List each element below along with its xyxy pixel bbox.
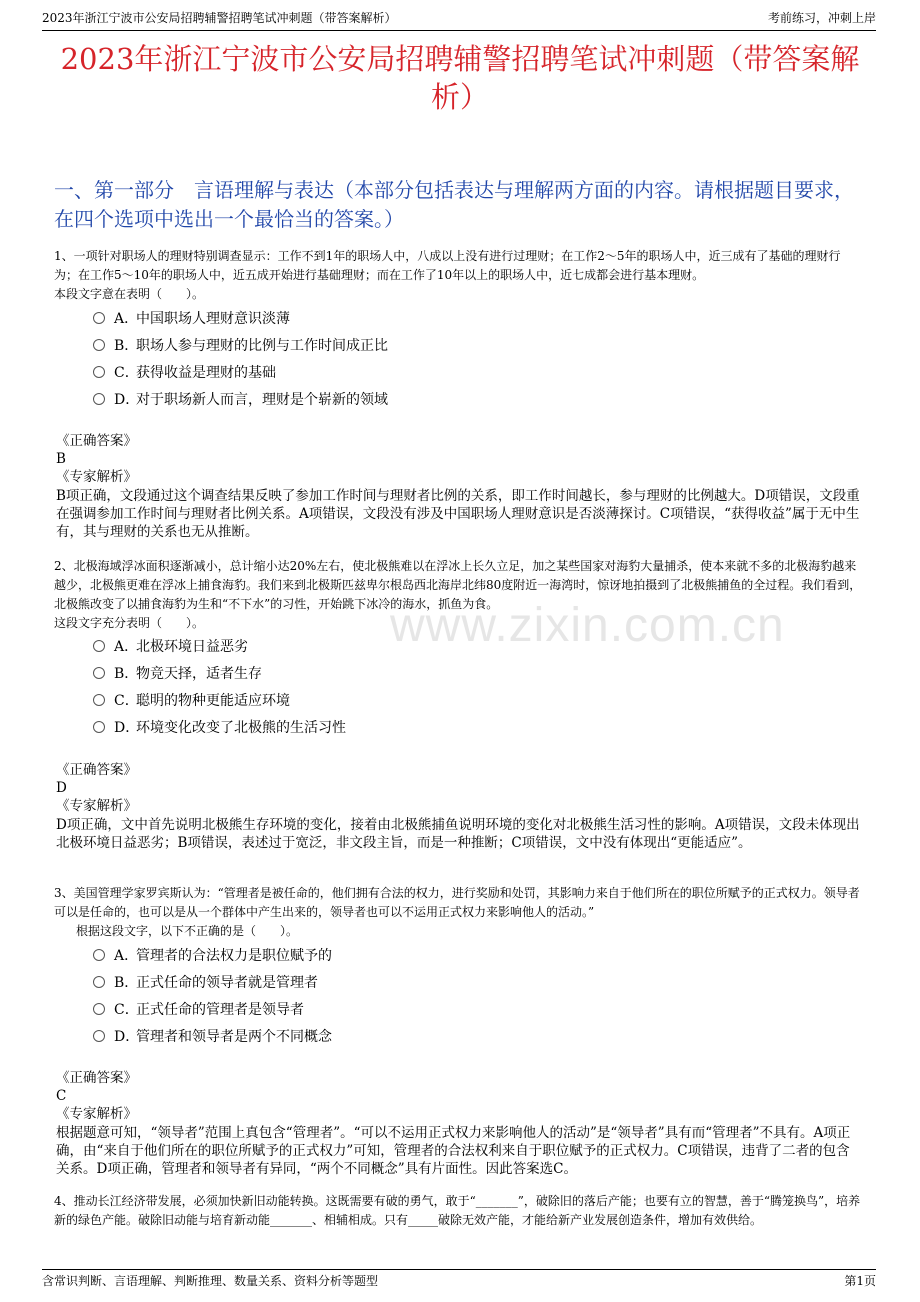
radio-icon[interactable] bbox=[93, 721, 105, 733]
radio-icon[interactable] bbox=[93, 1030, 105, 1042]
question-1-text: 1、一项针对职场人的理财特别调查显示：工作不到1年的职场人中，八成以上没有进行过理财；在工作2～5年的职场人中，近三成有了基础的理财行为；在工作5～10年的职场人中，近五成开始进行基础理财；而在工作了10年以上的职场人中，近七成都会进行基本理财。 bbox=[54, 249, 841, 282]
footer-description: 含常识判断、言语理解、判断推理、数量关系、资料分析等题型 bbox=[42, 1274, 379, 1288]
question-4 bbox=[54, 1192, 864, 1230]
question-3-stem: 根据这段文字，以下不正确的是（ ）。 bbox=[76, 924, 299, 938]
radio-icon[interactable] bbox=[93, 1003, 105, 1015]
question-2-option-b[interactable]: B． 物竞天择，适者生存 bbox=[93, 659, 693, 686]
question-2-option-c[interactable]: C． 聪明的物种更能适应环境 bbox=[93, 686, 693, 713]
question-1-options bbox=[93, 304, 693, 412]
question-3-option-b[interactable]: B． 正式任命的领导者就是管理者 bbox=[93, 968, 693, 995]
question-2 bbox=[54, 557, 864, 633]
question-1-option-c[interactable]: C． 获得收益是理财的基础 bbox=[93, 358, 693, 385]
question-3-option-c[interactable]: C． 正式任命的管理者是领导者 bbox=[93, 995, 693, 1022]
question-1-option-a[interactable]: A． 中国职场人理财意识淡薄 bbox=[93, 304, 693, 331]
header-document-title: 2023年浙江宁波市公安局招聘辅警招聘笔试冲刺题（带答案解析） bbox=[42, 11, 397, 25]
question-2-options bbox=[93, 632, 693, 740]
question-1-answer: 《正确答案》 B 《专家解析》 bbox=[56, 432, 862, 486]
question-3-option-d[interactable]: D． 管理者和领导者是两个不同概念 bbox=[93, 1022, 693, 1049]
question-1 bbox=[54, 247, 864, 304]
question-2-stem: 这段文字充分表明（ ）。 bbox=[54, 616, 205, 630]
question-3-text: 3、美国管理学家罗宾斯认为：“管理者是被任命的，他们拥有合法的权力，进行奖励和处罚，其影响力来自于他们所在的职位所赋予的正式权力。领导者可以是任命的，也可以是从一个群体中产生出来的，领导者也可以不运用正式权力来影响他人的活动。” bbox=[54, 886, 860, 919]
page-number: 第1页 bbox=[844, 1274, 876, 1288]
correct-answer: D bbox=[56, 780, 67, 796]
page-footer bbox=[42, 1269, 876, 1288]
question-2-answer: 《正确答案》 D 《专家解析》 bbox=[56, 761, 862, 815]
radio-icon[interactable] bbox=[93, 339, 105, 351]
radio-icon[interactable] bbox=[93, 312, 105, 324]
watermark: www.zixin.com.cn bbox=[390, 599, 785, 652]
question-3-explanation: 根据题意可知，“领导者”范围上真包含“管理者”。“可以不运用正式权力来影响他人的活动”是“领导者”具有而“管理者”不具有。A项正确，由“来自于他们所在的职位所赋予的正式权力”可知，管理者的合法权利来自于职位赋予的正式权力。C项错误，违背了二者的包含关系。D项正确，管理者和领导者有异同，“两个不同概念”具有片面性。因此答案选C。 bbox=[56, 1125, 851, 1177]
radio-icon[interactable] bbox=[93, 976, 105, 988]
section-heading: 一、第一部分 言语理解与表达（本部分包括表达与理解两方面的内容。请根据题目要求，在四个选项中选出一个最恰当的答案。） bbox=[54, 178, 854, 231]
radio-icon[interactable] bbox=[93, 366, 105, 378]
question-2-explanation: D项正确，文中首先说明北极熊生存环境的变化，接着由北极熊捕鱼说明环境的变化对北极熊生活习性的影响。A项错误，文段未体现出北极环境日益恶劣；B项错误，表述过于宽泛，非文段主旨，而是一种推断；C项错误，文中没有体现出“更能适应”。 bbox=[56, 817, 860, 851]
question-1-stem: 本段文字意在表明（ ）。 bbox=[54, 287, 205, 301]
correct-answer: B bbox=[56, 451, 66, 467]
question-1-explanation: B项正确，文段通过这个调查结果反映了参加工作时间与理财者比例的关系，即工作时间越长，参与理财的比例越大。D项错误，文段重在强调参加工作时间与理财者比例关系。A项错误，文段没有涉及中国职场人理财意识是否淡薄探讨。C项错误，“获得收益”属于无中生有，其与理财的关系也无从推断。 bbox=[56, 488, 860, 540]
page-header bbox=[42, 8, 876, 31]
question-3-answer: 《正确答案》 C 《专家解析》 bbox=[56, 1069, 862, 1123]
header-slogan: 考前练习，冲刺上岸 bbox=[767, 11, 876, 25]
question-3-options bbox=[93, 941, 693, 1049]
question-1-option-b[interactable]: B． 职场人参与理财的比例与工作时间成正比 bbox=[93, 331, 693, 358]
correct-answer: C bbox=[56, 1088, 67, 1104]
question-3 bbox=[54, 884, 864, 941]
question-2-option-a[interactable]: A． 北极环境日益恶劣 bbox=[93, 632, 693, 659]
radio-icon[interactable] bbox=[93, 694, 105, 706]
question-2-text: 2、北极海域浮冰面积逐渐减小，总计缩小达20%左右，使北极熊难以在浮冰上长久立足，加之某些国家对海豹大量捕杀，使本来就不多的北极海豹越来越少，北极熊更难在浮冰上捕食海豹。我们来到北极斯匹兹卑尔根岛西北海岸北纬80度附近一海湾时，惊讶地拍摄到了北极熊捕鱼的全过程。我们看到，北极熊改变了以捕食海豹为生和“不下水”的习性，开始跳下冰冷的海水，抓鱼为食。 bbox=[54, 559, 862, 611]
question-1-option-d[interactable]: D． 对于职场新人而言，理财是个崭新的领域 bbox=[93, 385, 693, 412]
radio-icon[interactable] bbox=[93, 667, 105, 679]
document-title: 2023年浙江宁波市公安局招聘辅警招聘笔试冲刺题（带答案解析） bbox=[60, 42, 860, 114]
question-4-text: 4、推动长江经济带发展，必须加快新旧动能转换。这既需要有破的勇气，敢于“_______”，破除旧的落后产能；也要有立的智慧，善于“腾笼换鸟”，培养新的绿色产能。破除旧动能与培育新动能_______、相辅相成。只有_____破除无效产能，才能给新产业发展创造条件，增加有效供给。 bbox=[54, 1194, 861, 1227]
radio-icon[interactable] bbox=[93, 393, 105, 405]
radio-icon[interactable] bbox=[93, 949, 105, 961]
question-2-option-d[interactable]: D． 环境变化改变了北极熊的生活习性 bbox=[93, 713, 693, 740]
radio-icon[interactable] bbox=[93, 640, 105, 652]
question-3-option-a[interactable]: A． 管理者的合法权力是职位赋予的 bbox=[93, 941, 693, 968]
